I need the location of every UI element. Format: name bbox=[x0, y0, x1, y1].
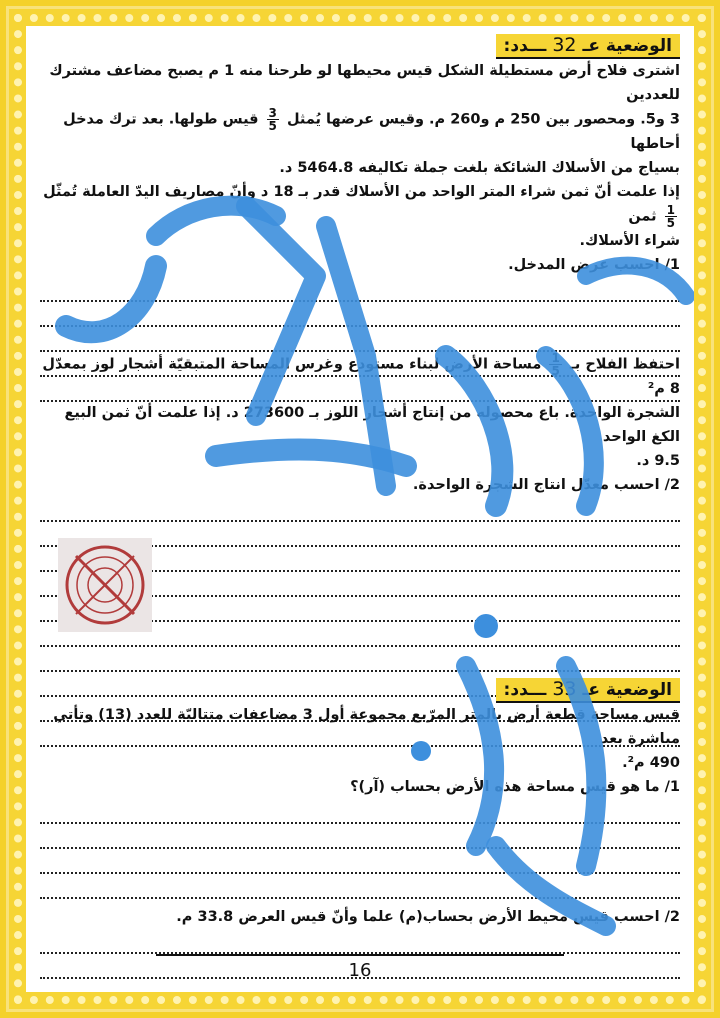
paragraph-2-line-3: 9.5 د. bbox=[636, 453, 680, 469]
answer-line[interactable] bbox=[40, 849, 680, 874]
situation-32-line-4: إذا علمت أنّ ثمن شراء المتر الواحد من الأسلاك قدر بـ 18 د وأنّ مصاريف اليدّ العاملة تُمثّل $\frac{1}{5}$ ثمن bbox=[43, 184, 680, 230]
answer-line[interactable] bbox=[40, 497, 680, 522]
paragraph-2-line-2: الشجرة الواحدة. باع محصوله من إنتاج أشجار اللوز بـ 273600 د. إذا علمت أنّ ثمن البيع الكغ الواحد bbox=[64, 405, 680, 445]
situation-32-line-1: اشترى فلاح أرض مستطيلة الشكل قيس محيطها لو طرحنا منه 1 م يصبح مضاعف مشترك للعددين bbox=[49, 63, 680, 103]
answer-line[interactable] bbox=[40, 824, 680, 849]
answer-line[interactable] bbox=[40, 799, 680, 824]
answer-line[interactable] bbox=[40, 302, 680, 327]
footer-rule bbox=[156, 954, 564, 956]
answer-line[interactable] bbox=[40, 277, 680, 302]
situation-33-title: الوضعية عـ33ـــدد: bbox=[496, 678, 680, 703]
answer-lines-3 bbox=[40, 799, 680, 899]
fraction-one-fifth: $\frac{1}{5}$ bbox=[666, 203, 675, 230]
situation-33-line-1: قيس مساحة قطعة أرض بالمتر المرّبع مجموعة أول 3 مضاعفات متتاليّة للعدد (13) وتأتي مباشرة بعد bbox=[53, 707, 680, 747]
worksheet bbox=[26, 26, 694, 992]
situation-32-line-2: 3 و5. ومحصور بين 250 م و260 م. وقيس عرضها يُمثل $\frac{3}{5}$ قيس طولها. بعد ترك مدخل أحاطها bbox=[63, 106, 680, 152]
answer-line[interactable] bbox=[40, 874, 680, 899]
situation-32 bbox=[40, 34, 680, 402]
situation-33 bbox=[40, 678, 680, 992]
fraction-one-fifth: $\frac{1}{5}$ bbox=[551, 351, 560, 378]
answer-line[interactable] bbox=[40, 647, 680, 672]
paragraph-2-line-1: احتفظ الفلاح بـ $\frac{1}{5}$ مساحة الأرض لبناء مستودع وغرس المساحة المتبقيّة أشجار لوز بمعدّل 8 م² bbox=[42, 351, 680, 397]
situation-32-line-5: شراء الأسلاك. bbox=[579, 233, 680, 249]
question-2: 2/ احسب معدّل انتاج الشجرة الواحدة. bbox=[412, 477, 680, 493]
answer-line[interactable] bbox=[40, 929, 680, 954]
question-3: 1/ ما هو قيس مساحة هذه الأرض بحساب (آر)؟ bbox=[350, 779, 680, 795]
situation-32-line-3: بسياج من الأسلاك الشائكة بلغت جملة تكاليفه 5464.8 د. bbox=[279, 160, 680, 176]
question-1: 1/ احسب عرض المدخل. bbox=[508, 257, 680, 273]
question-4: 2/ احسب قيس محيط الأرض بحساب(م) علما وأنّ قيس العرض 33.8 م. bbox=[176, 909, 680, 925]
page-number: 16 bbox=[348, 960, 372, 981]
situation-32-title: الوضعية عـ32ـــدد: bbox=[496, 34, 680, 59]
answer-line[interactable] bbox=[40, 327, 680, 352]
fraction-three-fifths: $\frac{3}{5}$ bbox=[268, 106, 277, 133]
situation-33-line-2: 490 م². bbox=[622, 755, 680, 771]
stamp-seal-icon bbox=[58, 538, 152, 632]
stamp-seal bbox=[58, 538, 152, 632]
